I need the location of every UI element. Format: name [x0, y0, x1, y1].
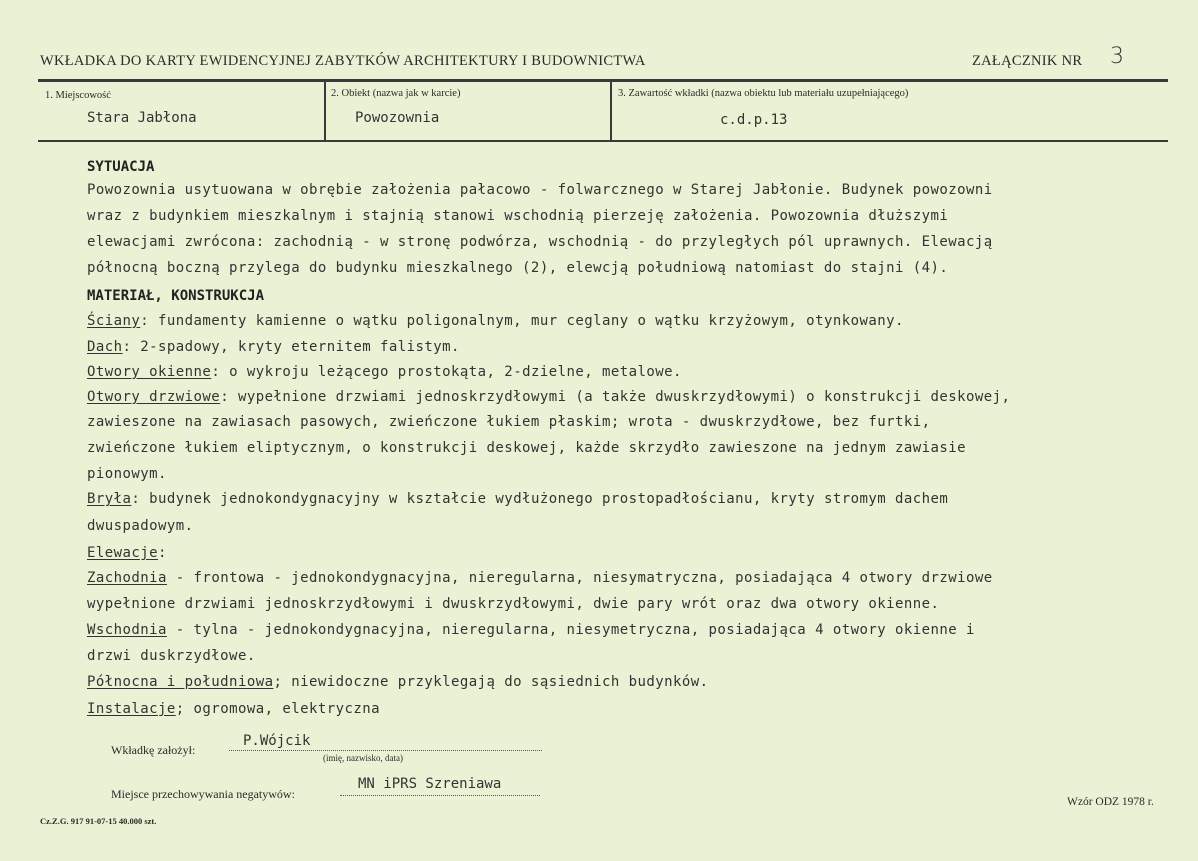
- form-template-note: Wzór ODZ 1978 r.: [1067, 796, 1154, 808]
- west-text: - frontowa - jednokondygnacyjna, nieregularna, niesymatryczna, posiadająca 4 otwory drzwiowe: [166, 570, 993, 586]
- field-label-contents: 3. Zawartość wkładki (nazwa obiektu lub materiału uzupełniającego): [618, 88, 909, 99]
- situation-heading: SYTUACJA: [87, 159, 155, 175]
- elevations-colon: :: [158, 545, 167, 561]
- doors-line: [87, 389, 1010, 405]
- material-heading: MATERIAŁ, KONSTRUKCJA: [87, 288, 265, 304]
- roof-label: Dach: [87, 339, 123, 355]
- elevations-heading: [87, 545, 167, 561]
- windows-line: [87, 364, 682, 380]
- field-value-contents: c.d.p.13: [720, 112, 788, 128]
- north-south-label: Północna i południowa: [87, 674, 274, 690]
- situation-line: Powozownia usytuowana w obrębie założenia pałacowo - folwarcznego w Starej Jabłonie. Budynek powozowni: [87, 182, 993, 198]
- east-text: - tylna - jednokondygnacyjna, nieregularna, niesymetryczna, posiadająca 4 otwory okienne i: [166, 622, 975, 638]
- header-bottom-rule: [38, 140, 1168, 142]
- situation-line: elewacjami zwrócona: zachodnią - w stronę podwórza, wschodnią - do przyległych pól uprawnych. Elewacją: [87, 234, 993, 250]
- field-label-object: 2. Obiekt (nazwa jak w karcie): [331, 88, 461, 99]
- mass-line: [87, 491, 948, 507]
- walls-label: Ściany: [87, 313, 141, 329]
- negatives-label: Miejsce przechowywania negatywów:: [111, 787, 295, 801]
- mass-line: dwuspadowym.: [87, 518, 194, 534]
- field-label-locality: 1. Miejscowość: [45, 90, 111, 101]
- windows-label: Otwory okienne: [87, 364, 212, 380]
- inserted-by-hint: (imię, nazwisko, data): [323, 753, 403, 763]
- windows-text: : o wykroju leżącego prostokąta, 2-dzielne, metalowe.: [211, 364, 682, 380]
- installations-line: [87, 701, 380, 717]
- north-south-text: ; niewidoczne przyklegają do sąsiednich budynków.: [273, 674, 709, 690]
- print-code: Cz.Z.G. 917 91-07-15 40.000 szt.: [40, 816, 157, 826]
- north-south-line: [87, 674, 709, 690]
- east-label: Wschodnia: [87, 622, 167, 638]
- doors-label: Otwory drzwiowe: [87, 389, 221, 405]
- field-value-object: Powozownia: [355, 110, 440, 126]
- form-title: WKŁADKA DO KARTY EWIDENCYJNEJ ZABYTKÓW ARCHITEKTURY I BUDOWNICTWA: [40, 53, 646, 69]
- roof-line: [87, 339, 460, 355]
- west-line: [87, 570, 993, 586]
- field-divider-1: [324, 81, 326, 140]
- west-label: Zachodnia: [87, 570, 167, 586]
- walls-line: [87, 313, 904, 329]
- mass-text: : budynek jednokondygnacyjny w kształcie wydłużonego prostopadłościanu, kryty stromym dachem: [131, 491, 949, 507]
- east-line: drzwi duskrzydłowe.: [87, 648, 256, 664]
- field-value-locality: Stara Jabłona: [87, 110, 197, 126]
- doors-text: : wypełnione drzwiami jednoskrzydłowymi (a także dwuskrzydłowymi) o konstrukcji deskowej,: [220, 389, 1011, 405]
- negatives-dotted-line: [340, 795, 540, 796]
- inserted-by-label: Wkładkę założył:: [111, 743, 196, 757]
- doors-line: zawieszone na zawiasach pasowych, zwieńczone łukiem płaskim; wrota - dwuskrzydłowe, bez furtki,: [87, 414, 931, 430]
- elevations-label: Elewacje: [87, 545, 159, 561]
- doors-line: pionowym.: [87, 466, 167, 482]
- doors-line: zwieńczone łukiem eliptycznym, o konstrukcji deskowej, każde skrzydło zawieszone na jednym zawiasie: [87, 440, 966, 456]
- walls-text: : fundamenty kamienne o wątku poligonalnym, mur ceglany o wątku krzyżowym, otynkowany.: [140, 313, 904, 329]
- inserted-by-dotted-line: [229, 750, 542, 751]
- negatives-value: MN iPRS Szreniawa: [358, 776, 502, 792]
- situation-line: północną boczną przylega do budynku mieszkalnego (2), elewcją południową natomiast do stajni (4).: [87, 260, 949, 276]
- inserted-by-value: P.Wójcik: [243, 733, 311, 749]
- annex-label: ZAŁĄCZNIK NR: [972, 53, 1083, 69]
- east-line: [87, 622, 975, 638]
- header-top-rule: [38, 79, 1168, 82]
- west-line: wypełnione drzwiami jednoskrzydłowymi i dwuskrzydłowymi, dwie pary wrót oraz dwa otwory okienne.: [87, 596, 940, 612]
- mass-label: Bryła: [87, 491, 132, 507]
- roof-text: : 2-spadowy, kryty eternitem falistym.: [122, 339, 460, 355]
- installations-text: ; ogromowa, elektryczna: [175, 701, 381, 717]
- installations-label: Instalacje: [87, 701, 176, 717]
- field-divider-2: [610, 81, 612, 140]
- situation-line: wraz z budynkiem mieszkalnym i stajnią stanowi wschodnią pierzeję założenia. Powozownia dłuższymi: [87, 208, 949, 224]
- annex-number: 3: [1110, 44, 1124, 69]
